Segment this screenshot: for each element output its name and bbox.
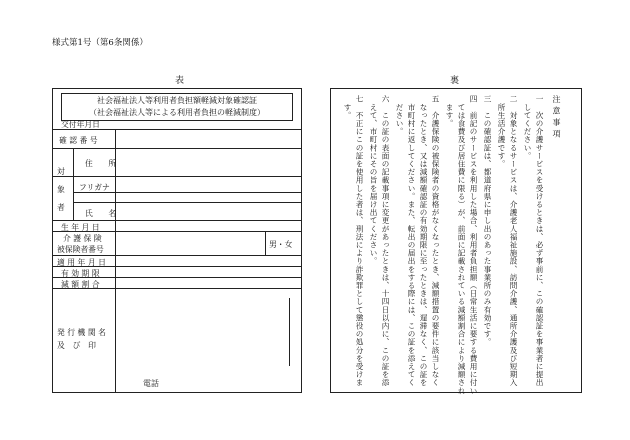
valid-period-label: 有 効 期 限 — [61, 269, 100, 278]
card-title-line1: 社会福祉法人等利用者負担額軽減対象確認証 — [97, 96, 257, 105]
notes-item-4-cont1: ては食費及び居住費に限る）が、前面に記載されている減額割合により減額され — [457, 95, 466, 395]
notes-item-6: 六 この証の表面の記載事項に変更があったときは、十四日以内に、この証を添 — [381, 95, 390, 387]
name-label: 氏 名 — [85, 209, 117, 218]
furigana-label: フリガナ — [79, 183, 110, 192]
notes-item-5: 五 介護保険の被保険者の資格がなくなったとき、減額措置の要件に該当しなく — [431, 95, 440, 387]
row-line — [53, 255, 301, 256]
gender-label: 男・女 — [269, 240, 293, 249]
notes-heading: 注 意 事 項 — [552, 95, 561, 139]
notes-item-7: 七 不正にこの証を使用した者は、刑法により詐欺罪として懲役の処分を受けま — [355, 95, 364, 387]
apply-date-label: 適 用 年 月 日 — [57, 258, 106, 267]
notes-item-5-cont2: 市町村に返してください。また、転出の届出をする際には、この証を添えてく — [407, 95, 416, 387]
row-line — [53, 176, 301, 177]
cert-number-label: 確 認 番 号 — [59, 136, 98, 145]
address-label: 住 所 — [85, 159, 117, 168]
issuer-label-line2: 及 び 印 — [57, 341, 96, 350]
reduction-rate-label: 減 額 割 合 — [61, 280, 100, 289]
back-label: 裏 — [450, 76, 460, 86]
notes-item-4-cont2: ます。 — [445, 95, 454, 128]
insured-label-line1: 介 護 保 険 — [63, 234, 102, 243]
issuer-label-line1: 発 行 機 関 名 — [57, 328, 106, 337]
notes-item-1-cont: してください。 — [523, 95, 532, 160]
notes-item-5-cont3: ださい。 — [395, 95, 404, 136]
notes-item-1: 一 次の介護サービスを受けるときは、必ず事前に、この確認証を事業者に提出 — [535, 95, 544, 387]
notes-item-2: 二 対象となるサービスは、介護老人福祉施設、訪問介護、通所介護及び短期入 — [509, 95, 518, 387]
phone-label: 電話 — [143, 379, 159, 388]
insured-label-line2: 被保険者番号 — [57, 245, 104, 254]
notes-item-2-cont: 所生活介護です。 — [497, 95, 506, 168]
notes-item-6-cont: えて、市町村にその旨を届け出てください。 — [369, 95, 378, 266]
back-card — [330, 88, 582, 393]
row-line — [53, 220, 301, 221]
row-line — [53, 148, 301, 149]
issue-date-label: 交付年月日 — [61, 120, 100, 129]
form-number: 様式第1号（第6条関係） — [52, 38, 148, 48]
notes-item-4: 四 前記のサービスを利用した場合、利用者負担額（日常生活に要する費用に付い — [469, 95, 478, 395]
stamp-line — [289, 298, 290, 366]
card-title — [61, 93, 293, 121]
front-card — [52, 88, 302, 393]
col-line — [73, 148, 74, 220]
subject-label: 対 象 者 — [57, 167, 65, 212]
birth-date-label: 生 年 月 日 — [61, 223, 100, 232]
notes-item-3: 三 この確認証は、都道府県に申し出のあった事業所のみ有効です。 — [483, 95, 492, 347]
col-line — [265, 231, 266, 255]
notes-item-5-cont1: なったとき、又は減額確認証の有効期限に至ったときは、遅滞なく、この証を — [419, 95, 428, 387]
card-title-line2: （社会福祉法人等による利用者負担の軽減制度） — [89, 108, 265, 117]
notes-item-7-cont: す。 — [343, 95, 352, 120]
row-line — [73, 202, 301, 203]
front-label: 表 — [175, 76, 185, 86]
